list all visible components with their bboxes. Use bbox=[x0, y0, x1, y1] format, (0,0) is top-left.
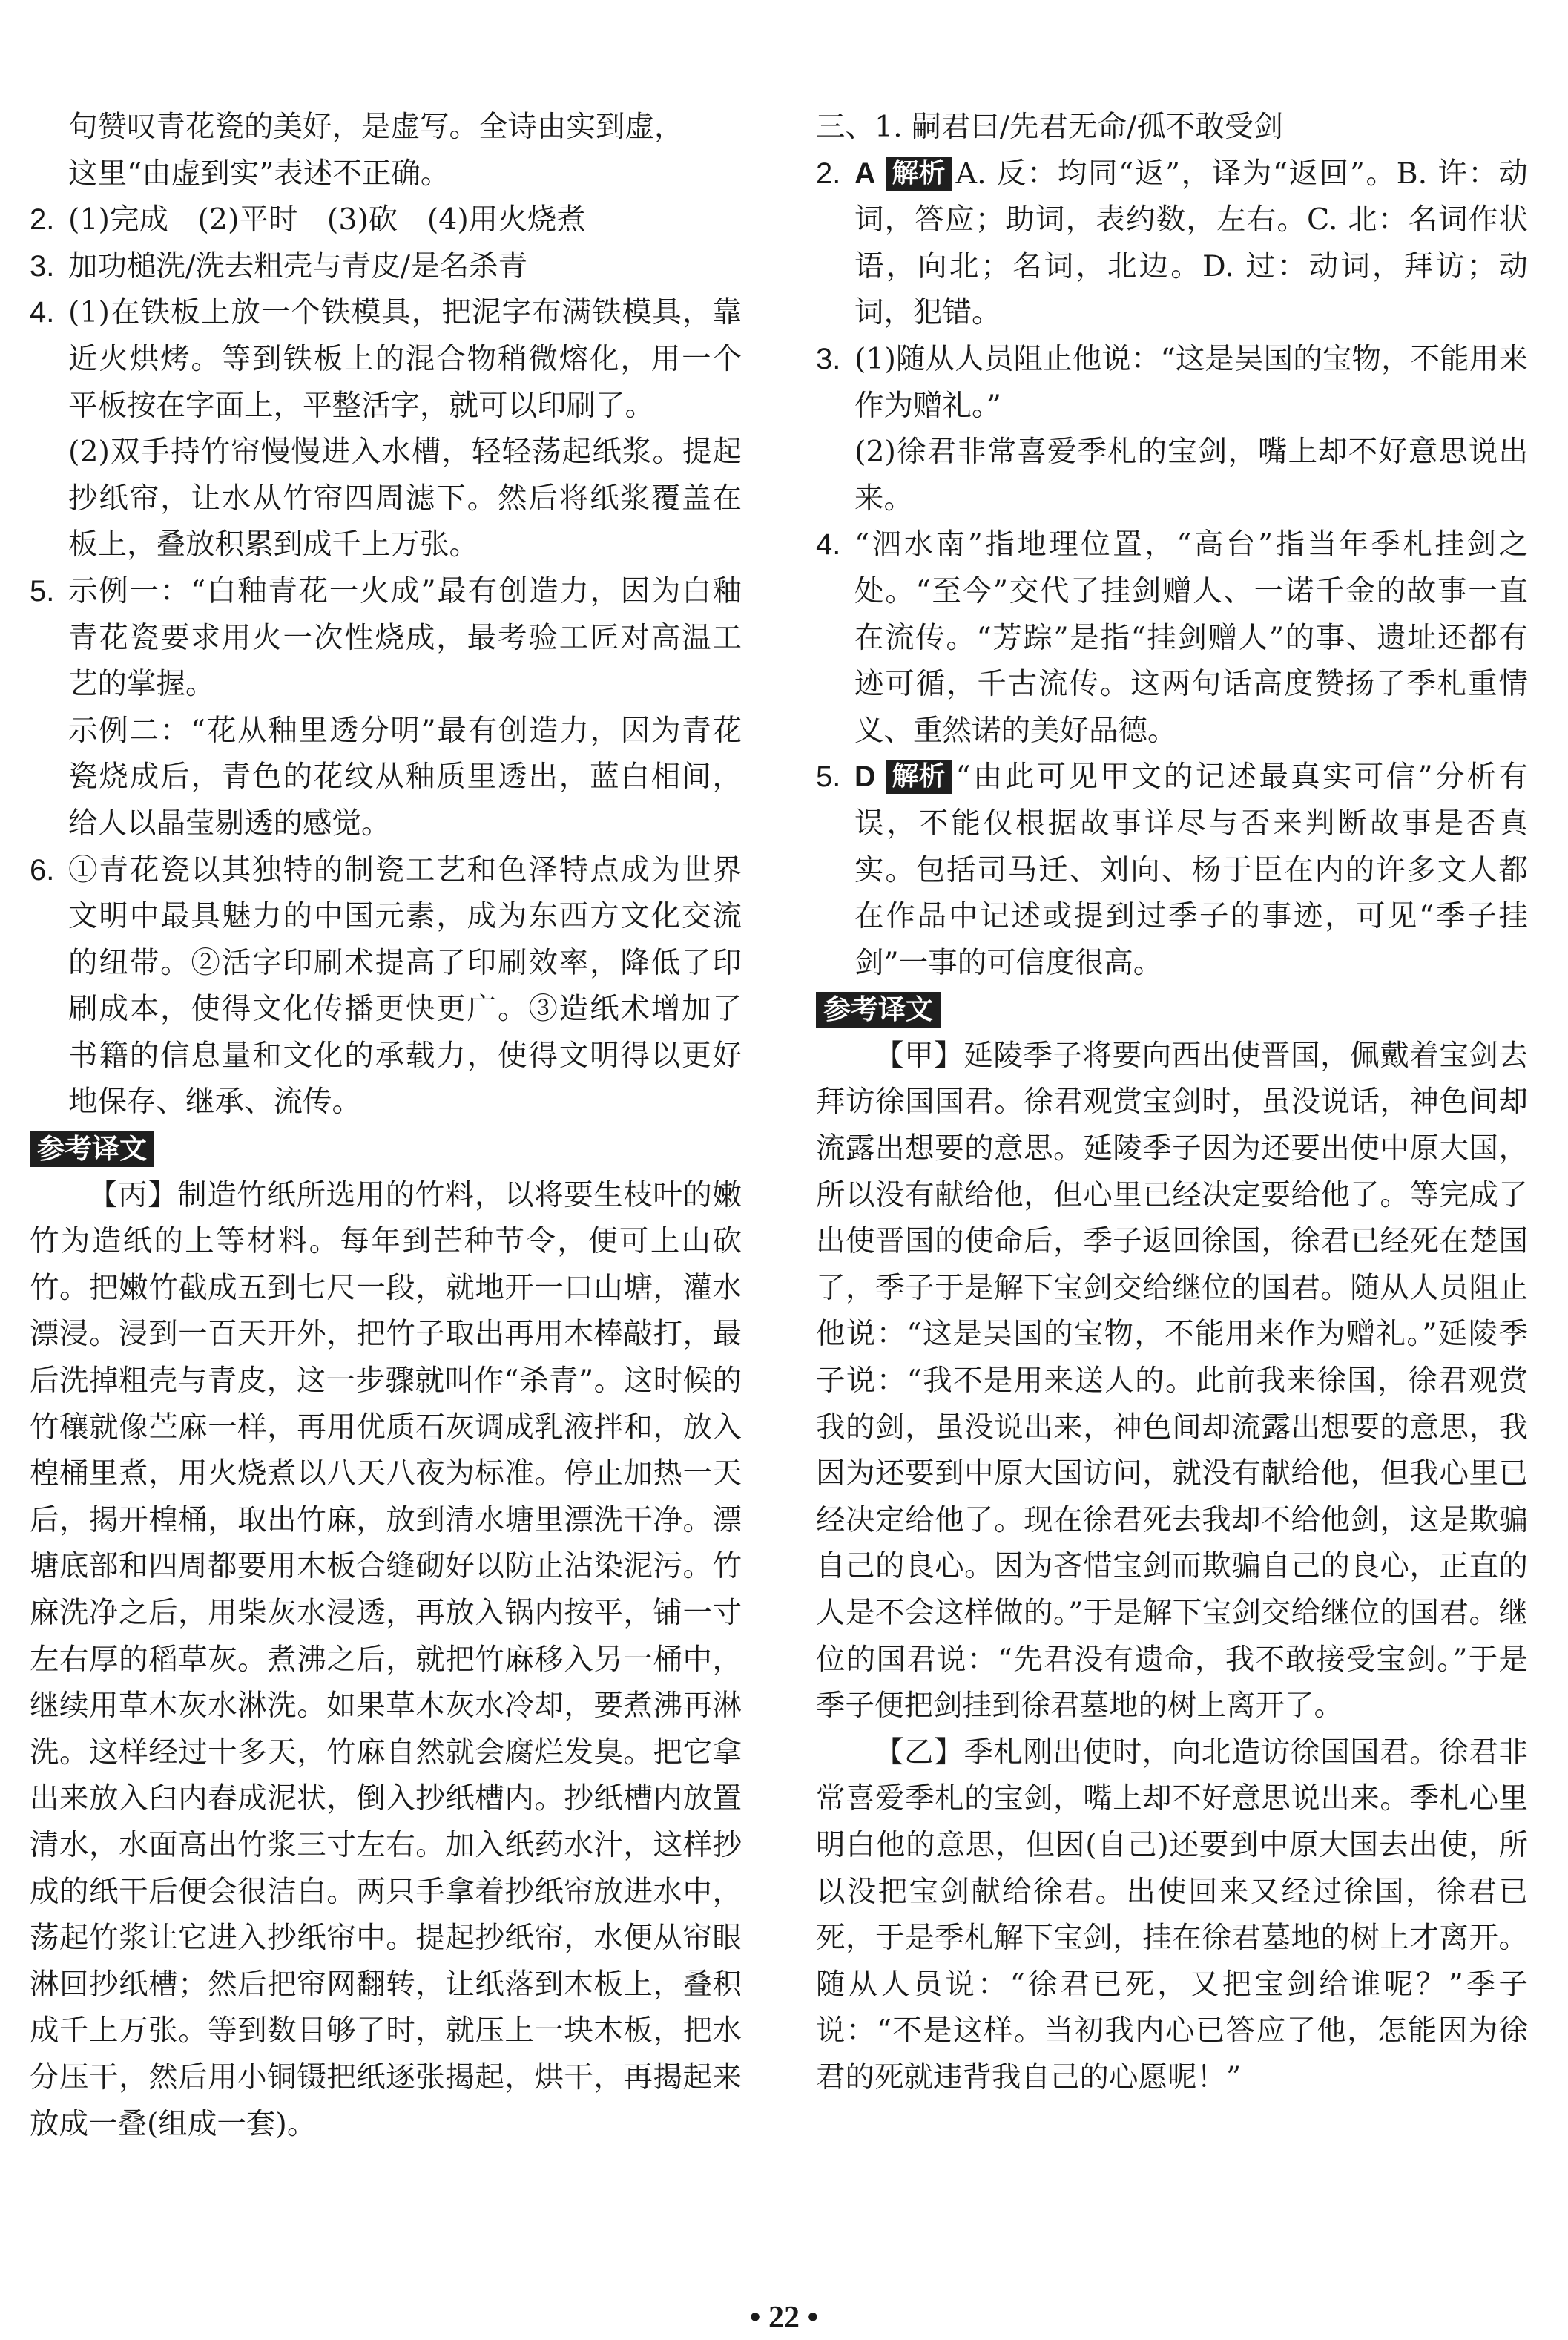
item-number: 2. bbox=[816, 157, 841, 190]
translation-jia: 【甲】延陵季子将要向西出使晋国，佩戴着宝剑去拜访徐国国君。徐君观赏宝剑时，虽没说话，神色间却流露出想要的意思。延陵季子因为还要出使中原大国，所以没有献给他，但心里已经决定要给他了。等完成了出使晋国的使命后，季子返回徐国，徐君已经死在楚国了，季子于是解下宝剑交给继位的国君。随从人员阻止他说：“这是吴国的宝物，不能用来作为赠礼。”延陵季子说：“我不是用来送人的。此前我来徐国，徐君观赏我的剑，虽没说出来，神色间却流露出想要的意思，我因为还要到中原大国访问，就没有献给他，但我心里已经决定给他了。现在徐君死去我却不给他剑，这是欺骗自己的良心。因为吝惜宝剑而欺骗自己的良心，正直的人是不会这样做的。”于是解下宝剑交给继位的国君。继位的国君说：“先君没有遗命，我不敢接受宝剑。”于是季子便把剑挂到徐君墓地的树上离开了。 bbox=[816, 1038, 1528, 1723]
item-text: A. 反：均同“返”，译为“返回”。B. 许：动词，答应；助词，表约数，左右。C. 北：名词作状语，向北；名词，北边。D. 过：动词，拜访；动词，犯错。 bbox=[854, 156, 1528, 330]
item-text: 示例一：“白釉青花一火成”最有创造力，因为白釉青花瓷要求用火一次性烧成，最考验工匠对高温工艺的掌握。 bbox=[68, 574, 742, 702]
analysis-tag: 解析 bbox=[886, 760, 952, 794]
item-text: ①青花瓷以其独特的制瓷工艺和色泽特点成为世界文明中最具魅力的中国元素，成为东西方文化交流的纽带。②活字印刷术提高了印刷效率，降低了印刷成本，使得文化传播更快更广。③造纸术增加了书籍的信息量和文化的承载力，使得文明得以更好地保存、继承、流传。 bbox=[68, 852, 742, 1120]
item-number: 6. bbox=[30, 853, 55, 887]
left-item-2 bbox=[30, 197, 742, 243]
right-item-3 bbox=[816, 336, 1528, 522]
left-item-3 bbox=[30, 243, 742, 290]
item-number: 5. bbox=[816, 760, 841, 794]
item-number: 3. bbox=[30, 249, 55, 283]
item-text: “泗水南”指地理位置，“高台”指当年季札挂剑之处。“至今”交代了挂剑赠人、一诺千金的故事一直在流传。“芳踪”是指“挂剑赠人”的事、遗址还都有迹可循，千古流传。这两句话高度赞扬了季札重情义、重然诺的美好品德。 bbox=[854, 528, 1528, 748]
translation-label: 参考译文 bbox=[30, 1131, 154, 1167]
left-column bbox=[30, 104, 742, 2147]
item-number: 4. bbox=[816, 528, 841, 562]
item-number: 2. bbox=[30, 203, 55, 237]
left-item-6 bbox=[30, 847, 742, 1126]
answer-letter: D bbox=[854, 760, 876, 794]
right-item-4 bbox=[816, 522, 1528, 754]
analysis-tag: 解析 bbox=[886, 157, 952, 191]
item-text: (1)随从人员阻止他说：“这是吴国的宝物，不能用来作为赠礼。” bbox=[854, 341, 1528, 423]
right-item-5 bbox=[816, 754, 1528, 986]
item-number: 3. bbox=[816, 342, 841, 375]
translation-yi: 【乙】季札刚出使时，向北造访徐国国君。徐君非常喜爱季札的宝剑，嘴上却不好意思说出来。季札心里明白他的意思，但因(自己)还要到中原大国去出使，所以没把宝剑献给徐君。出使回来又经过徐国，徐君已死，于是季札解下宝剑，挂在徐君墓地的树上才离开。随从人员说：“徐君已死，又把宝剑给谁呢？”季子说：“不是这样。当初我内心已答应了他，怎能因为徐君的死就违背我自己的心愿呢！” bbox=[816, 1735, 1528, 2094]
item-text-2: 示例二：“花从釉里透分明”最有创造力，因为青花瓷烧成后，青色的花纹从釉质里透出，蓝白相间，给人以晶莹剔透的感觉。 bbox=[68, 713, 742, 841]
answer-letter: A bbox=[854, 157, 876, 190]
right-item-2 bbox=[816, 151, 1528, 336]
left-item-5 bbox=[30, 568, 742, 847]
intro-line-2: 这里“由虚到实”表述不正确。 bbox=[68, 156, 450, 191]
right-column bbox=[816, 104, 1528, 2101]
item-text: “由此可见甲文的记述最真实可信”分析有误，不能仅根据故事详尽与否来判断故事是否真实。包括司马迁、刘向、杨于臣在内的许多文人都在作品中记述或提到过季子的事迹，可见“季子挂剑”一事的可信度很高。 bbox=[854, 760, 1528, 980]
intro-line-1: 句赞叹青花瓷的美好，是虚写。全诗由实到虚， bbox=[68, 110, 684, 144]
left-item-4 bbox=[30, 289, 742, 568]
item-text: (1)完成 (2)平时 (3)砍 (4)用火烧煮 bbox=[68, 203, 586, 237]
section-head: 三、1. 嗣君曰/先君无命/孤不敢受剑 bbox=[816, 110, 1283, 144]
translation-bing: 【丙】制造竹纸所选用的竹料，以将要生枝叶的嫩竹为造纸的上等材料。每年到芒种节令，便可上山砍竹。把嫩竹截成五到七尺一段，就地开一口山塘，灌水漂浸。浸到一百天开外，把竹子取出再用木棒敲打，最后洗掉粗壳与青皮，这一步骤就叫作“杀青”。这时候的竹穰就像苎麻一样，再用优质石灰调成乳液拌和，放入楻桶里煮，用火烧煮以八天八夜为标准。停止加热一天后，揭开楻桶，取出竹麻，放到清水塘里漂洗干净。漂塘底部和四周都要用木板合缝砌好以防止沾染泥污。竹麻洗净之后，用柴灰水浸透，再放入锅内按平，铺一寸左右厚的稻草灰。煮沸之后，就把竹麻移入另一桶中，继续用草木灰水淋洗。如果草木灰水冷却，要煮沸再淋洗。这样经过十多天，竹麻自然就会腐烂发臭。把它拿出来放入臼内舂成泥状，倒入抄纸槽内。抄纸槽内放置清水，水面高出竹浆三寸左右。加入纸药水汁，这样抄成的纸干后便会很洁白。两只手拿着抄纸帘放进水中，荡起竹浆让它进入抄纸帘中。提起抄纸帘，水便从帘眼淋回抄纸槽；然后把帘网翻转，让纸落到木板上，叠积成千上万张。等到数目够了时，就压上一块木板，把水分压干，然后用小铜镊把纸逐张揭起，烘干，再揭起来放成一叠(组成一套)。 bbox=[30, 1177, 742, 2141]
item-text-2: (2)徐君非常喜爱季札的宝剑，嘴上却不好意思说出来。 bbox=[854, 435, 1528, 516]
item-number: 5. bbox=[30, 574, 55, 608]
page-number: • 22 • bbox=[749, 2301, 819, 2335]
item-text: (1)在铁板上放一个铁模具，把泥字布满铁模具，靠近火烘烤。等到铁板上的混合物稍微熔化，用一个平板按在字面上，平整活字，就可以印刷了。 bbox=[68, 295, 742, 423]
item-text-2: (2)双手持竹帘慢慢进入水槽，轻轻荡起纸浆。提起抄纸帘，让水从竹帘四周滤下。然后将纸浆覆盖在板上，叠放积累到成千上万张。 bbox=[68, 435, 742, 562]
translation-label: 参考译文 bbox=[816, 992, 941, 1028]
item-number: 4. bbox=[30, 296, 55, 329]
item-text: 加功槌洗/洗去粗壳与青皮/是名杀青 bbox=[68, 249, 528, 283]
